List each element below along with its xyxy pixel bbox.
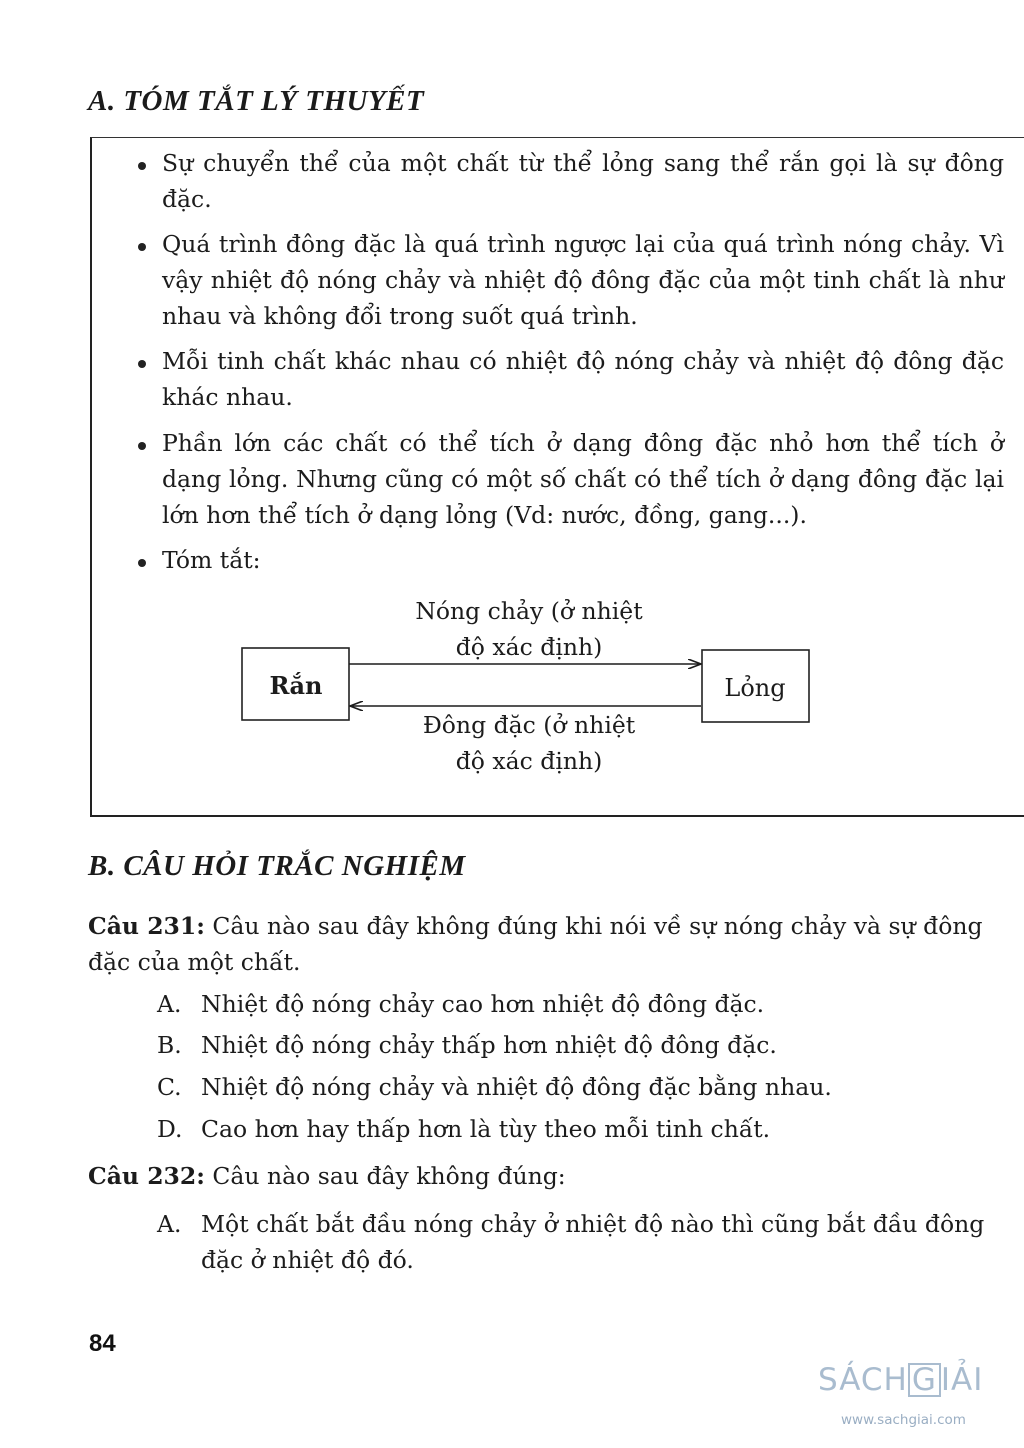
page-number: 84 [89, 1330, 116, 1357]
sachgiai-watermark [818, 1360, 1024, 1440]
bullet-text: Mỗi tinh chất khác nhau có nhiệt độ nóng chảy và nhiệt độ đông đặc khác nhau. [162, 347, 1004, 411]
question-label: Câu 231: [88, 912, 205, 940]
option-text: Nhiệt độ nóng chảy cao hơn nhiệt độ đông đặc. [201, 990, 765, 1018]
liquid-box-label: Lỏng [724, 674, 786, 702]
theory-bullet [138, 145, 1004, 217]
bullet-text: Phần lớn các chất có thể tích ở dạng đông đặc nhỏ hơn thể tích ở dạng lỏng. Nhưng cũng có một số chất có thể tích ở dạng đông đặc lại lớn hơn thể tích ở dạng lỏng (Vd: nước, đồng, gang...). [162, 429, 1004, 529]
bullet-text: Quá trình đông đặc là quá trình ngược lại của quá trình nóng chảy. Vì vậy nhiệt độ nóng chảy và nhiệt độ đông đặc của một tinh chất là như nhau và không đổi trong suốt quá trình. [162, 230, 1004, 330]
bullet-dot-icon [138, 243, 146, 251]
section-a-heading: A. TÓM TẮT LÝ THUYẾT [88, 85, 425, 117]
bullet-dot-icon [138, 360, 146, 368]
question-231 [88, 908, 1018, 980]
theory-bullet [138, 226, 1004, 334]
solid-box-label: Rắn [269, 671, 323, 700]
question-text: Câu nào sau đây không đúng: [212, 1162, 566, 1190]
answer-option-a[interactable] [157, 1206, 1017, 1278]
watermark-brand-suffix: IẢI [940, 1362, 984, 1398]
watermark-url[interactable]: www.sachgiai.com [841, 1412, 966, 1428]
answer-option-c[interactable] [157, 1069, 1017, 1105]
option-label: A. [157, 1210, 182, 1238]
question-label: Câu 232: [88, 1162, 205, 1190]
bullet-dot-icon [138, 442, 146, 450]
solidification-label-line1: Đông đặc (ở nhiệt [422, 711, 636, 739]
solidification-label-line2: độ xác định) [455, 747, 603, 775]
option-label: B. [157, 1031, 182, 1059]
watermark-logo [818, 1362, 983, 1398]
answer-option-b[interactable] [157, 1027, 1017, 1063]
melting-label-line2: độ xác định) [455, 633, 603, 661]
bullet-text: Sự chuyển thể của một chất từ thể lỏng sang thể rắn gọi là sự đông đặc. [162, 149, 1004, 213]
question-text: Câu nào sau đây không đúng khi nói về sự nóng chảy và sự đông đặc của một chất. [88, 912, 983, 976]
option-text: Cao hơn hay thấp hơn là tùy theo mỗi tinh chất. [201, 1115, 771, 1143]
watermark-brand-g: G [908, 1363, 941, 1397]
option-label: C. [157, 1073, 182, 1101]
option-text: Một chất bắt đầu nóng chảy ở nhiệt độ nào thì cũng bắt đầu đông đặc ở nhiệt độ đó. [201, 1210, 985, 1274]
answer-option-a[interactable] [157, 986, 1017, 1022]
watermark-brand-prefix: SÁCH [818, 1362, 908, 1398]
theory-bullet [138, 542, 1004, 578]
theory-bullet [138, 343, 1004, 415]
section-b-heading: B. CÂU HỎI TRẮC NGHIỆM [88, 850, 466, 882]
option-label: D. [157, 1115, 183, 1143]
option-text: Nhiệt độ nóng chảy thấp hơn nhiệt độ đông đặc. [201, 1031, 777, 1059]
bullet-text: Tóm tắt: [162, 546, 261, 574]
answer-option-d[interactable] [157, 1111, 1017, 1147]
bullet-dot-icon [138, 162, 146, 170]
option-text: Nhiệt độ nóng chảy và nhiệt độ đông đặc bằng nhau. [201, 1073, 832, 1101]
melting-label-line1: Nóng chảy (ở nhiệt [415, 597, 643, 625]
question-232 [88, 1158, 1018, 1194]
bullet-dot-icon [138, 559, 146, 567]
theory-bullet [138, 425, 1004, 533]
option-label: A. [157, 990, 182, 1018]
